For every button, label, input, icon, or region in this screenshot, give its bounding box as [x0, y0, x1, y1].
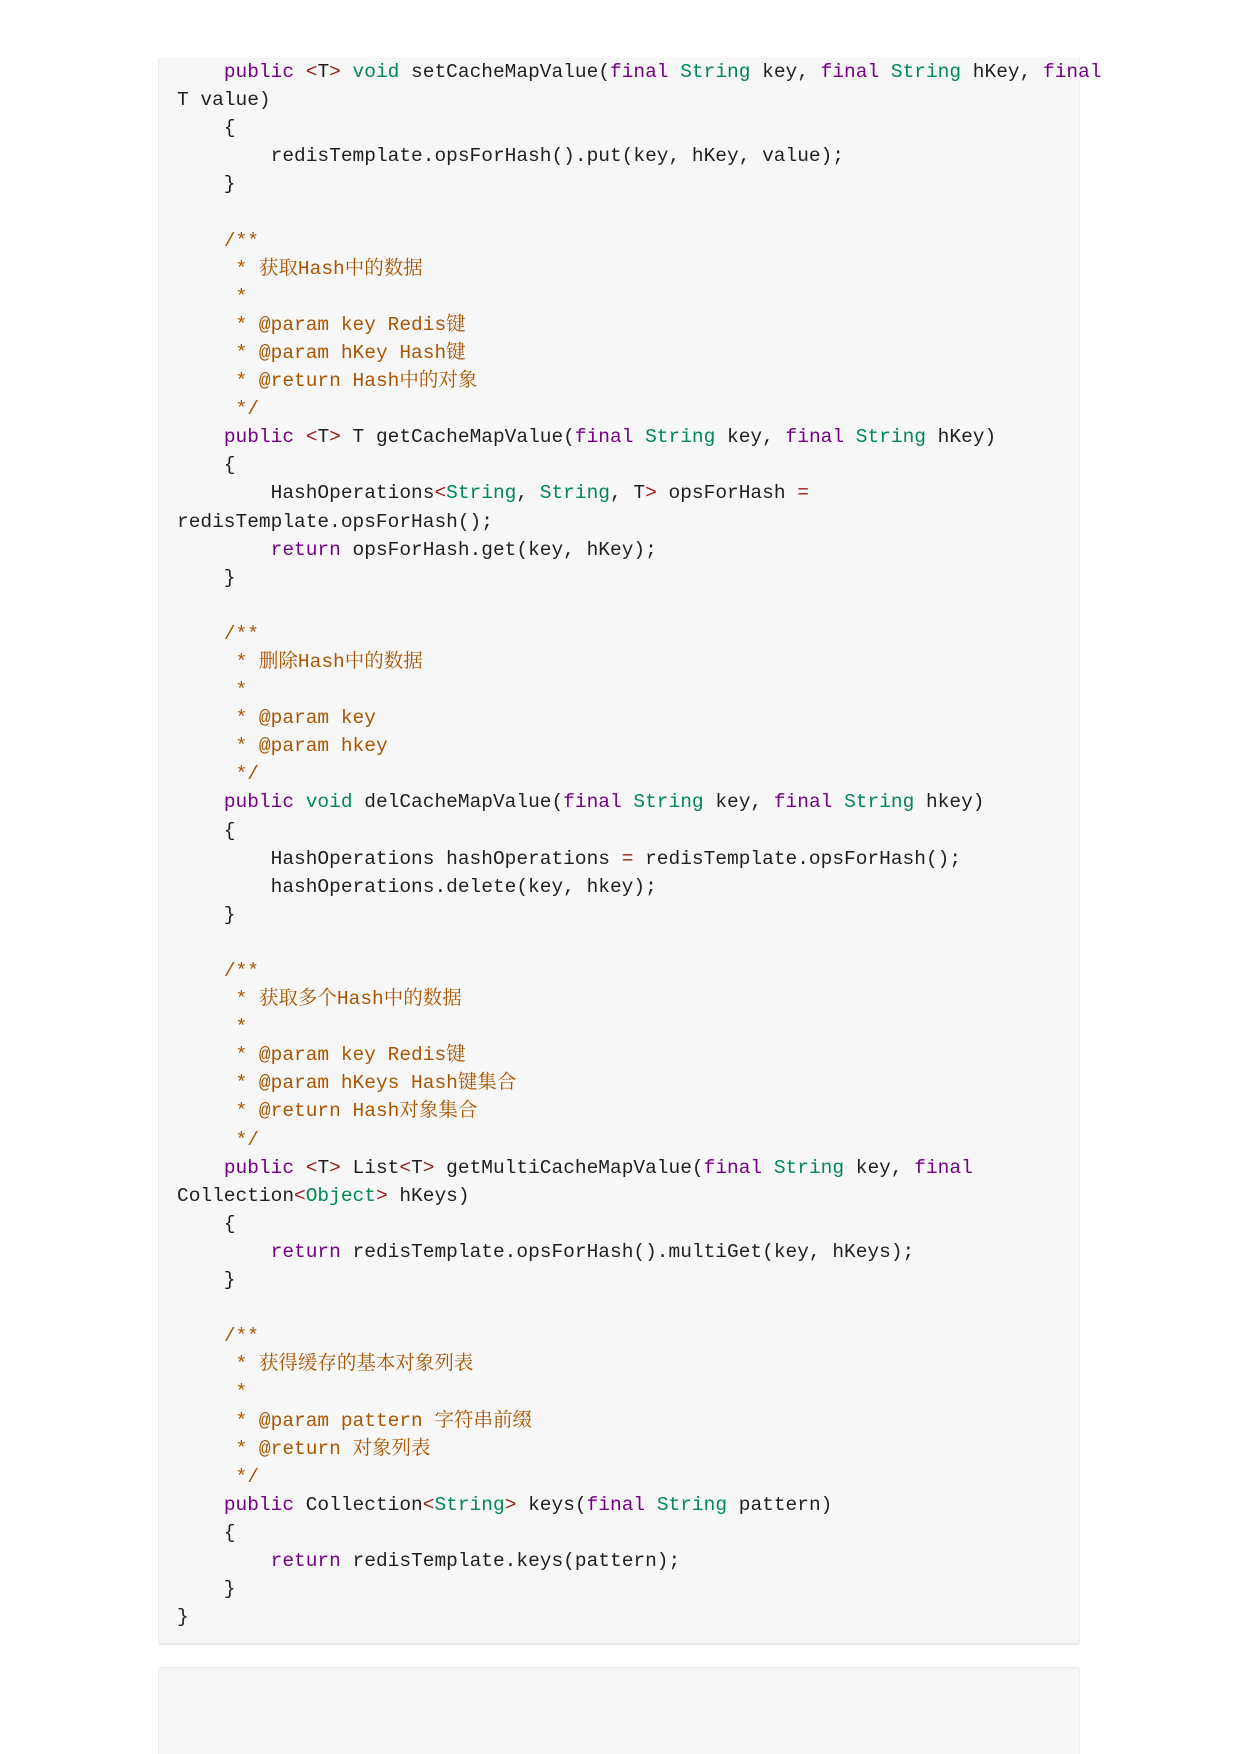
code-line: [177, 1547, 1102, 1575]
code-token: *: [235, 1016, 248, 1039]
code-line: [177, 1491, 1102, 1519]
code-token: String: [680, 61, 751, 83]
code-line: [177, 1435, 1102, 1463]
code-token: * @param hkey: [235, 735, 388, 758]
code-token: final: [785, 426, 845, 449]
code-line: [177, 985, 1102, 1013]
code-line: [177, 114, 1102, 142]
code-line: [177, 760, 1102, 788]
code-token: HashOperations: [177, 482, 435, 505]
code-line: [177, 479, 1102, 507]
code-token: [177, 623, 224, 645]
code-token: * @return 对象列表: [235, 1437, 431, 1460]
code-token: redisTemplate.opsForHash().put(key, hKey, value);: [177, 145, 845, 168]
code-token: [294, 791, 306, 813]
code-token: [177, 398, 236, 420]
code-token: [177, 1438, 236, 1460]
code-token: public: [223, 791, 295, 814]
code-token: redisTemplate.opsForHash().multiGet(key, hKeys);: [340, 1240, 915, 1263]
code-token: /**: [223, 622, 259, 645]
code-token: *: [235, 285, 248, 308]
code-token: String: [656, 1493, 728, 1516]
code-token: }: [177, 173, 236, 196]
code-token: key,: [703, 791, 774, 814]
code-token: hashOperations.delete(key, hkey);: [177, 875, 657, 898]
code-token: /**: [223, 229, 259, 252]
code-token: [177, 230, 224, 252]
code-token: final: [574, 426, 634, 449]
code-token: T: [317, 426, 330, 449]
code-token: [294, 1157, 306, 1179]
code-token: [633, 426, 645, 448]
code-line: [177, 1294, 1102, 1322]
code-token: [177, 426, 224, 448]
code-token: [177, 1410, 236, 1432]
code-token: [177, 960, 224, 982]
code-line: [177, 367, 1102, 395]
code-line: [177, 1519, 1102, 1547]
code-line: [177, 1350, 1102, 1378]
code-token: public: [223, 1156, 295, 1179]
code-token: final: [773, 791, 833, 814]
code-token: [177, 1241, 271, 1263]
code-line: [177, 198, 1102, 226]
code-line: [177, 1210, 1102, 1238]
code-token: <: [305, 61, 318, 83]
code-token: * @param key Redis键: [235, 313, 466, 336]
code-token: T: [317, 61, 330, 83]
code-token: [177, 651, 236, 673]
code-token: ,: [516, 482, 540, 505]
code-token: [177, 342, 236, 364]
code-token: >: [422, 1156, 435, 1179]
code-token: [177, 1044, 236, 1066]
code-line: [177, 508, 1102, 536]
code-token: final: [1043, 61, 1102, 83]
code-token: /**: [223, 960, 259, 982]
code-token: hkey): [914, 791, 985, 814]
code-token: [669, 61, 681, 83]
code-token: [341, 61, 353, 83]
code-token: Collection: [294, 1493, 423, 1516]
code-token: /**: [223, 1325, 259, 1348]
code-token: return: [270, 1549, 341, 1572]
code-token: [177, 286, 236, 308]
code-token: [177, 791, 224, 813]
code-token: * @param pattern 字符串前缀: [235, 1409, 532, 1432]
code-line: [177, 142, 1102, 170]
code-token: [177, 763, 236, 785]
code-token: final: [820, 61, 880, 83]
code-token: String: [633, 791, 704, 814]
code-token: <: [305, 1156, 318, 1179]
code-token: opsForHash.get(key, hKey);: [340, 538, 657, 561]
code-line: [177, 929, 1102, 957]
code-token: *: [235, 1381, 248, 1404]
code-token: <: [305, 426, 318, 449]
code-token: keys(: [516, 1493, 587, 1516]
code-token: String: [539, 482, 610, 505]
code-token: >: [375, 1184, 388, 1207]
code-token: */: [235, 1128, 259, 1151]
code-token: [177, 1129, 236, 1151]
code-line: [177, 1407, 1102, 1435]
code-token: */: [235, 1465, 259, 1488]
code-block: [158, 58, 1102, 1644]
code-line: [177, 732, 1102, 760]
code-line: [177, 592, 1102, 620]
code-token: key,: [715, 426, 786, 449]
code-line: [177, 227, 1102, 255]
code-line: [177, 536, 1102, 564]
code-token: [645, 1494, 657, 1516]
code-line: [177, 1126, 1102, 1154]
code-token: =: [797, 482, 809, 505]
code-token: {: [177, 117, 236, 140]
code-token: String: [446, 482, 517, 505]
code-token: String: [773, 1156, 845, 1179]
code-line: [177, 451, 1102, 479]
code-token: [177, 1494, 224, 1516]
code-token: key,: [844, 1156, 915, 1179]
code-line: [177, 788, 1102, 816]
code-token: String: [855, 426, 926, 449]
code-line: [177, 1322, 1102, 1350]
code-line: [177, 1266, 1102, 1294]
code-token: T getCacheMapValue(: [340, 426, 575, 449]
code-token: [177, 1353, 236, 1375]
code-token: [177, 539, 271, 561]
code-line: [177, 957, 1102, 985]
code-line: [177, 1238, 1102, 1266]
code-token: final: [610, 61, 669, 83]
code-line: [177, 1041, 1102, 1069]
code-token: return: [270, 1240, 341, 1263]
code-token: <: [422, 1493, 435, 1516]
code-token: >: [329, 61, 341, 83]
code-token: {: [177, 454, 236, 477]
code-token: String: [434, 1493, 505, 1516]
code-token: public: [223, 426, 295, 449]
code-token: [832, 791, 844, 813]
code-token: * @param key Redis键: [235, 1044, 466, 1067]
code-token: >: [329, 1156, 341, 1179]
code-token: delCacheMapValue(: [352, 791, 564, 814]
code-token: [177, 1100, 236, 1122]
code-token: setCacheMapValue(: [399, 61, 610, 83]
code-token: }: [177, 566, 236, 589]
code-token: [177, 1381, 236, 1403]
code-token: [177, 1016, 236, 1038]
code-line: [177, 873, 1102, 901]
code-token: void: [352, 61, 400, 83]
code-token: <: [399, 1156, 412, 1179]
code-token: pattern): [727, 1493, 833, 1516]
code-listing: [177, 58, 1102, 1631]
code-token: void: [305, 791, 353, 814]
code-token: opsForHash: [656, 482, 798, 505]
code-token: [177, 314, 236, 336]
code-token: T value): [177, 89, 271, 112]
code-token: public: [223, 1493, 295, 1516]
code-token: * @return Hash对象集合: [235, 1100, 478, 1123]
code-token: T: [411, 1156, 423, 1179]
code-token: [177, 988, 236, 1010]
code-line: [177, 311, 1102, 339]
code-token: >: [504, 1493, 517, 1516]
code-token: */: [235, 763, 259, 786]
code-token: HashOperations hashOperations: [177, 847, 622, 870]
code-token: {: [177, 1212, 236, 1235]
code-line: [177, 564, 1102, 592]
code-line: [177, 901, 1102, 929]
code-token: key,: [750, 61, 821, 83]
code-line: [177, 170, 1102, 198]
code-token: hKey,: [961, 61, 1044, 83]
code-line: [177, 339, 1102, 367]
code-token: redisTemplate.keys(pattern);: [340, 1549, 681, 1572]
code-token: [622, 791, 634, 813]
code-token: * 获取Hash中的数据: [235, 257, 423, 280]
code-token: {: [177, 819, 236, 842]
code-token: , T: [610, 482, 646, 505]
code-token: [177, 735, 236, 757]
code-line: [177, 1463, 1102, 1491]
code-token: [177, 1325, 224, 1347]
code-token: final: [914, 1156, 973, 1179]
code-token: * 获取多个Hash中的数据: [235, 988, 462, 1011]
code-line: [177, 1378, 1102, 1406]
code-token: [177, 370, 236, 392]
code-token: }: [177, 1578, 236, 1601]
code-token: hKey): [925, 426, 997, 449]
code-token: final: [703, 1156, 763, 1179]
code-token: >: [329, 426, 341, 449]
code-line: [177, 1013, 1102, 1041]
code-line: [177, 1097, 1102, 1125]
code-token: Object: [305, 1184, 376, 1207]
code-token: [879, 61, 891, 83]
code-token: >: [645, 482, 657, 505]
next-code-block: [158, 1667, 1080, 1754]
code-token: return: [270, 538, 341, 561]
code-token: }: [177, 903, 236, 926]
code-line: [177, 620, 1102, 648]
code-token: <: [294, 1184, 306, 1207]
code-token: T: [317, 1156, 330, 1179]
code-token: [177, 1550, 271, 1572]
code-token: getMultiCacheMapValue(: [434, 1156, 704, 1179]
code-line: [177, 1069, 1102, 1097]
code-token: * @param hKeys Hash键集合: [235, 1072, 517, 1095]
code-line: [177, 86, 1102, 114]
code-line: [177, 1575, 1102, 1603]
code-token: */: [235, 398, 259, 421]
code-token: [177, 61, 224, 83]
code-token: <: [434, 482, 447, 505]
code-token: * @param hKey Hash键: [235, 341, 466, 364]
code-line: [177, 1154, 1102, 1182]
code-token: Collection: [177, 1184, 295, 1207]
code-token: [844, 426, 856, 448]
code-line: [177, 648, 1102, 676]
code-line: [177, 1603, 1102, 1631]
code-token: final: [563, 791, 622, 814]
code-token: }: [177, 1606, 189, 1629]
code-token: =: [621, 847, 634, 870]
code-token: [177, 707, 236, 729]
code-token: redisTemplate.opsForHash();: [633, 847, 962, 870]
code-token: List: [340, 1156, 400, 1179]
code-token: [762, 1157, 774, 1179]
code-token: * @return Hash中的对象: [235, 370, 478, 393]
code-line: [177, 676, 1102, 704]
code-token: hKeys): [387, 1184, 470, 1207]
code-token: [177, 258, 236, 280]
code-token: [294, 426, 306, 448]
code-token: [177, 1072, 236, 1094]
code-token: final: [586, 1493, 646, 1516]
code-line: [177, 704, 1102, 732]
code-token: String: [645, 426, 716, 449]
code-token: *: [235, 679, 248, 702]
code-token: * @param key: [235, 707, 376, 730]
code-token: }: [177, 1269, 236, 1292]
code-line: [177, 1182, 1102, 1210]
code-token: * 删除Hash中的数据: [235, 650, 423, 673]
code-line: [177, 283, 1102, 311]
code-token: [177, 1157, 224, 1179]
code-line: [177, 817, 1102, 845]
code-token: String: [890, 61, 962, 83]
code-token: redisTemplate.opsForHash();: [177, 510, 493, 533]
code-token: [177, 679, 236, 701]
code-token: [177, 1466, 236, 1488]
code-token: public: [223, 61, 295, 83]
code-token: [294, 61, 306, 83]
code-token: {: [177, 1521, 236, 1544]
code-line: [177, 395, 1102, 423]
code-line: [177, 255, 1102, 283]
code-token: String: [844, 791, 915, 814]
code-line: [177, 423, 1102, 451]
code-line: [177, 58, 1102, 86]
code-token: * 获得缓存的基本对象列表: [235, 1353, 474, 1376]
code-line: [177, 845, 1102, 873]
